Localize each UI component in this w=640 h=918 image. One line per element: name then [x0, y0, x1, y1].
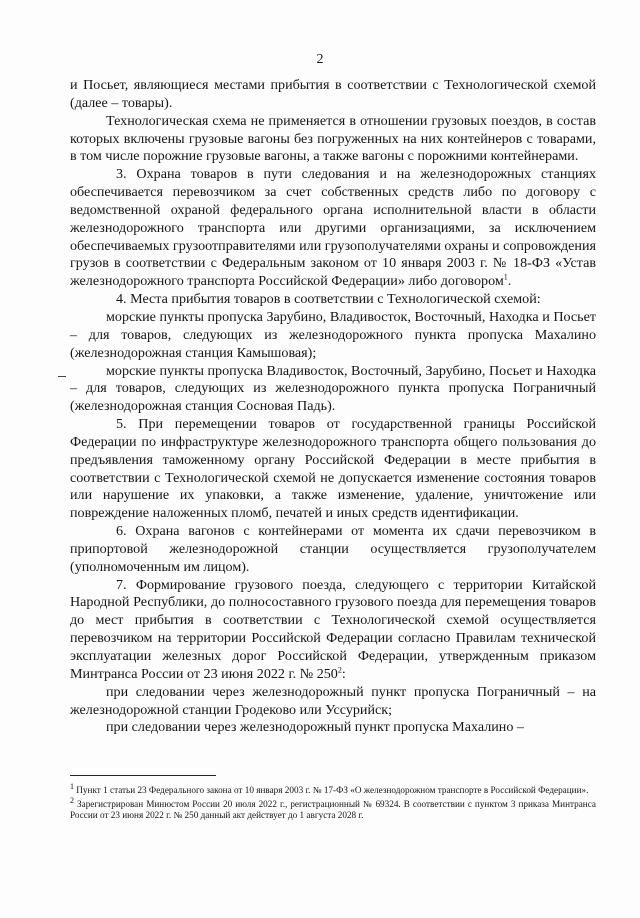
footnote: $^2$ Зарегистрирован Минюстом России 20 июля 2022 г., регистрационный № 69324. В соответствии с пунктом 3 приказа Минтранса России от 23 июня 2022 г. № 250 данный акт действует до 1 августа 2028 г. — [70, 795, 596, 821]
paragraph: Технологическая схема не применяется в отношении грузовых поездов, в состав которых включены грузовые вагоны без погруженных на них контейнеров с товарами, в том числе порожние грузовые вагоны, а также вагоны с порожними контейнерами. — [70, 112, 596, 165]
footnote: $^1$ Пункт 1 статьи 23 Федерального закона от 10 января 2003 г. № 17-ФЗ «О железнодорожном транспорте в Российской Федерации». — [70, 781, 589, 795]
footnote-ref: 2 — [337, 665, 342, 675]
paragraph-item-5: 5. При перемещении товаров от государственной границы Российской Федерации по инфраструктуре железнодорожного транспорта общего пользования до предъявления таможенному органу Российской Федерации в месте прибытия в соответствии с Технологической схемой не допускается изменение состояния товаров или нарушение их упаковки, а также изменение, удаление, уничтожение или повреждение наложенных пломб, печатей и иных средств идентификации. — [70, 416, 596, 522]
document-body — [70, 77, 596, 737]
footnote-divider — [70, 775, 216, 776]
footnotes — [70, 781, 596, 824]
footnote-ref: 1 — [503, 272, 508, 282]
paragraph: морские пункты пропуска Зарубино, Владивосток, Восточный, Находка и Посьет – для товаров, следующих из железнодорожного пункта пропуска Махалино (железнодорожная станция Камышовая); — [70, 308, 596, 361]
margin-mark — [58, 376, 66, 377]
paragraph-item-3: 3. Охрана товаров в пути следования и на железнодорожных станциях обеспечивается перевозчиком за счет собственных средств либо по договору с ведомственной охраной федерального органа исполнительной власти в области железнодорожного транспорта или другими организациями, за исключением обеспечиваемых грузоотправителями или грузополучателями охраны и сопровождения грузов в соответствии с Федеральным законом от 10 января 2003 г. № 18-ФЗ «Устав железнодорожного транспорта Российской Федерации» либо договором$^1$. — [70, 166, 596, 290]
paragraph: при следовании через железнодорожный пункт пропуска Махалино – — [106, 719, 524, 736]
paragraph: при следовании через железнодорожный пункт пропуска Пограничный – на железнодорожной станции Гродеково или Уссурийск; — [70, 683, 596, 718]
paragraph-item-7: 7. Формирование грузового поезда, следующего с территории Китайской Народной Республики, до полносоставного грузового поезда для перемещения товаров до мест прибытия в соответствии с Технологической схемой осуществляется перевозчиком на территории Российской Федерации согласно Правилам технической эксплуатации железных дорог Российской Федерации, утвержденным приказом Минтранса России от 23 июня 2022 г. № $250^2$: — [70, 576, 596, 682]
paragraph: морские пункты пропуска Владивосток, Восточный, Зарубино, Посьет и Находка – для товаров, следующих из железнодорожного пункта пропуска Пограничный (железнодорожная станция Сосновая Падь). — [70, 362, 596, 415]
paragraph: и Посьет, являющиеся местами прибытия в соответствии с Технологической схемой (далее – товары). — [70, 77, 596, 111]
paragraph-item-4: 4. Места прибытия товаров в соответствии с Технологической схемой: — [116, 291, 541, 308]
page-number: 2 — [316, 52, 324, 67]
paragraph-item-6: 6. Охрана вагонов с контейнерами от момента их сдачи перевозчиком в припортовой железнодорожной станции осуществляется грузополучателем (уполномоченным им лицом). — [70, 523, 596, 575]
